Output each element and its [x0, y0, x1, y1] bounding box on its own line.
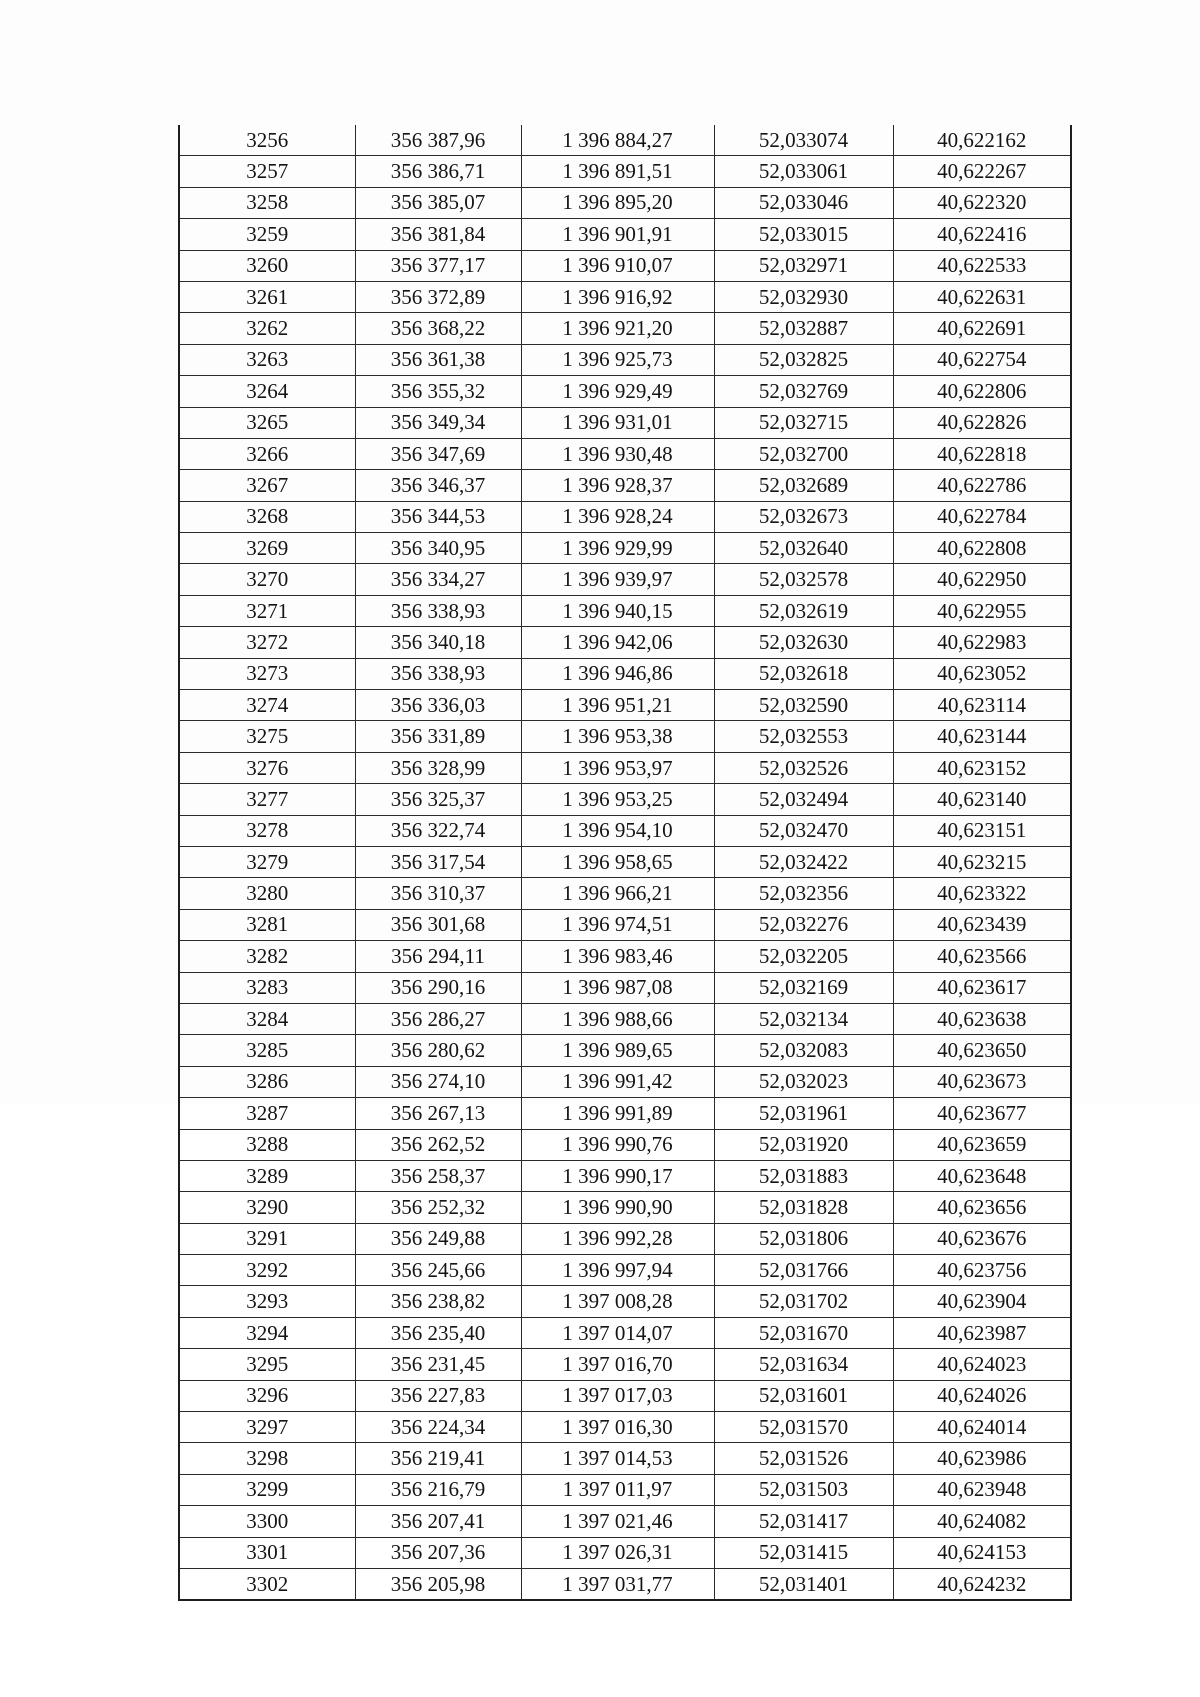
- latitude-cell: 52,031401: [714, 1568, 893, 1600]
- point-number-cell: 3259: [179, 219, 355, 250]
- y-coordinate-cell: 1 396 901,91: [521, 219, 714, 250]
- y-coordinate-cell: 1 396 928,37: [521, 470, 714, 501]
- latitude-cell: 52,031766: [714, 1255, 893, 1286]
- point-number-cell: 3302: [179, 1568, 355, 1600]
- point-number-cell: 3257: [179, 156, 355, 187]
- point-number-cell: 3268: [179, 501, 355, 532]
- table-row: [179, 1349, 1071, 1380]
- point-number-cell: 3267: [179, 470, 355, 501]
- point-number-cell: 3272: [179, 627, 355, 658]
- point-number-cell: 3300: [179, 1506, 355, 1537]
- latitude-cell: 52,032356: [714, 878, 893, 909]
- y-coordinate-cell: 1 396 990,90: [521, 1192, 714, 1223]
- y-coordinate-cell: 1 396 940,15: [521, 595, 714, 626]
- y-coordinate-cell: 1 397 031,77: [521, 1568, 714, 1600]
- y-coordinate-cell: 1 397 016,30: [521, 1412, 714, 1443]
- y-coordinate-cell: 1 397 011,97: [521, 1474, 714, 1505]
- table-row: [179, 1098, 1071, 1129]
- longitude-cell: 40,623904: [893, 1286, 1071, 1317]
- longitude-cell: 40,624153: [893, 1537, 1071, 1568]
- x-coordinate-cell: 356 274,10: [355, 1066, 521, 1097]
- latitude-cell: 52,032083: [714, 1035, 893, 1066]
- point-number-cell: 3292: [179, 1255, 355, 1286]
- table-row: [179, 1223, 1071, 1254]
- x-coordinate-cell: 356 328,99: [355, 752, 521, 783]
- table-row: [179, 690, 1071, 721]
- longitude-cell: 40,623650: [893, 1035, 1071, 1066]
- latitude-cell: 52,031806: [714, 1223, 893, 1254]
- point-number-cell: 3296: [179, 1380, 355, 1411]
- point-number-cell: 3264: [179, 376, 355, 407]
- point-number-cell: 3273: [179, 658, 355, 689]
- x-coordinate-cell: 356 294,11: [355, 941, 521, 972]
- x-coordinate-cell: 356 387,96: [355, 125, 521, 156]
- y-coordinate-cell: 1 396 983,46: [521, 941, 714, 972]
- table-row: [179, 595, 1071, 626]
- table-row: [179, 1066, 1071, 1097]
- latitude-cell: 52,032422: [714, 846, 893, 877]
- latitude-cell: 52,032526: [714, 752, 893, 783]
- table-row: [179, 784, 1071, 815]
- latitude-cell: 52,032971: [714, 250, 893, 281]
- x-coordinate-cell: 356 262,52: [355, 1129, 521, 1160]
- point-number-cell: 3295: [179, 1349, 355, 1380]
- x-coordinate-cell: 356 301,68: [355, 909, 521, 940]
- x-coordinate-cell: 356 245,66: [355, 1255, 521, 1286]
- table-row: [179, 721, 1071, 752]
- y-coordinate-cell: 1 396 974,51: [521, 909, 714, 940]
- table-row: [179, 407, 1071, 438]
- table-row: [179, 1568, 1071, 1600]
- x-coordinate-cell: 356 338,93: [355, 658, 521, 689]
- point-number-cell: 3284: [179, 1003, 355, 1034]
- y-coordinate-cell: 1 397 008,28: [521, 1286, 714, 1317]
- table-row: [179, 972, 1071, 1003]
- y-coordinate-cell: 1 397 026,31: [521, 1537, 714, 1568]
- x-coordinate-cell: 356 224,34: [355, 1412, 521, 1443]
- point-number-cell: 3269: [179, 533, 355, 564]
- table-row: [179, 376, 1071, 407]
- table-row: [179, 1035, 1071, 1066]
- point-number-cell: 3286: [179, 1066, 355, 1097]
- y-coordinate-cell: 1 396 928,24: [521, 501, 714, 532]
- point-number-cell: 3265: [179, 407, 355, 438]
- table-row: [179, 219, 1071, 250]
- table-row: [179, 187, 1071, 218]
- table-row: [179, 438, 1071, 469]
- latitude-cell: 52,033015: [714, 219, 893, 250]
- longitude-cell: 40,623987: [893, 1317, 1071, 1348]
- point-number-cell: 3294: [179, 1317, 355, 1348]
- table-row: [179, 846, 1071, 877]
- table-row: [179, 1474, 1071, 1505]
- latitude-cell: 52,031526: [714, 1443, 893, 1474]
- x-coordinate-cell: 356 207,41: [355, 1506, 521, 1537]
- point-number-cell: 3289: [179, 1160, 355, 1191]
- y-coordinate-cell: 1 397 017,03: [521, 1380, 714, 1411]
- latitude-cell: 52,031503: [714, 1474, 893, 1505]
- y-coordinate-cell: 1 396 997,94: [521, 1255, 714, 1286]
- longitude-cell: 40,623566: [893, 941, 1071, 972]
- y-coordinate-cell: 1 396 942,06: [521, 627, 714, 658]
- table-row: [179, 752, 1071, 783]
- point-number-cell: 3275: [179, 721, 355, 752]
- longitude-cell: 40,622320: [893, 187, 1071, 218]
- point-number-cell: 3297: [179, 1412, 355, 1443]
- x-coordinate-cell: 356 336,03: [355, 690, 521, 721]
- longitude-cell: 40,622754: [893, 344, 1071, 375]
- longitude-cell: 40,622162: [893, 125, 1071, 156]
- point-number-cell: 3261: [179, 281, 355, 312]
- x-coordinate-cell: 356 286,27: [355, 1003, 521, 1034]
- longitude-cell: 40,623756: [893, 1255, 1071, 1286]
- y-coordinate-cell: 1 396 988,66: [521, 1003, 714, 1034]
- longitude-cell: 40,624232: [893, 1568, 1071, 1600]
- x-coordinate-cell: 356 381,84: [355, 219, 521, 250]
- table-row: [179, 1506, 1071, 1537]
- y-coordinate-cell: 1 396 951,21: [521, 690, 714, 721]
- table-row: [179, 501, 1071, 532]
- table-row: [179, 1286, 1071, 1317]
- longitude-cell: 40,623659: [893, 1129, 1071, 1160]
- longitude-cell: 40,624023: [893, 1349, 1071, 1380]
- x-coordinate-cell: 356 219,41: [355, 1443, 521, 1474]
- y-coordinate-cell: 1 396 939,97: [521, 564, 714, 595]
- coordinates-table-body: [179, 125, 1071, 1600]
- latitude-cell: 52,032689: [714, 470, 893, 501]
- longitude-cell: 40,623152: [893, 752, 1071, 783]
- y-coordinate-cell: 1 396 925,73: [521, 344, 714, 375]
- latitude-cell: 52,031883: [714, 1160, 893, 1191]
- y-coordinate-cell: 1 396 990,17: [521, 1160, 714, 1191]
- table-row: [179, 1129, 1071, 1160]
- x-coordinate-cell: 356 334,27: [355, 564, 521, 595]
- longitude-cell: 40,623151: [893, 815, 1071, 846]
- longitude-cell: 40,622631: [893, 281, 1071, 312]
- longitude-cell: 40,623439: [893, 909, 1071, 940]
- latitude-cell: 52,032640: [714, 533, 893, 564]
- latitude-cell: 52,031702: [714, 1286, 893, 1317]
- longitude-cell: 40,622267: [893, 156, 1071, 187]
- y-coordinate-cell: 1 396 966,21: [521, 878, 714, 909]
- point-number-cell: 3256: [179, 125, 355, 156]
- longitude-cell: 40,622533: [893, 250, 1071, 281]
- y-coordinate-cell: 1 397 014,53: [521, 1443, 714, 1474]
- latitude-cell: 52,032494: [714, 784, 893, 815]
- point-number-cell: 3260: [179, 250, 355, 281]
- x-coordinate-cell: 356 231,45: [355, 1349, 521, 1380]
- x-coordinate-cell: 356 340,18: [355, 627, 521, 658]
- table-row: [179, 156, 1071, 187]
- latitude-cell: 52,033061: [714, 156, 893, 187]
- table-row: [179, 627, 1071, 658]
- latitude-cell: 52,032700: [714, 438, 893, 469]
- longitude-cell: 40,623948: [893, 1474, 1071, 1505]
- latitude-cell: 52,032618: [714, 658, 893, 689]
- table-row: [179, 250, 1071, 281]
- latitude-cell: 52,031828: [714, 1192, 893, 1223]
- latitude-cell: 52,032553: [714, 721, 893, 752]
- table-row: [179, 815, 1071, 846]
- latitude-cell: 52,031961: [714, 1098, 893, 1129]
- longitude-cell: 40,623638: [893, 1003, 1071, 1034]
- longitude-cell: 40,622416: [893, 219, 1071, 250]
- latitude-cell: 52,033074: [714, 125, 893, 156]
- x-coordinate-cell: 356 280,62: [355, 1035, 521, 1066]
- y-coordinate-cell: 1 396 891,51: [521, 156, 714, 187]
- latitude-cell: 52,032715: [714, 407, 893, 438]
- point-number-cell: 3290: [179, 1192, 355, 1223]
- y-coordinate-cell: 1 396 989,65: [521, 1035, 714, 1066]
- x-coordinate-cell: 356 368,22: [355, 313, 521, 344]
- longitude-cell: 40,622784: [893, 501, 1071, 532]
- table-row: [179, 941, 1071, 972]
- y-coordinate-cell: 1 396 958,65: [521, 846, 714, 877]
- latitude-cell: 52,031601: [714, 1380, 893, 1411]
- longitude-cell: 40,622983: [893, 627, 1071, 658]
- x-coordinate-cell: 356 235,40: [355, 1317, 521, 1348]
- x-coordinate-cell: 356 377,17: [355, 250, 521, 281]
- y-coordinate-cell: 1 396 910,07: [521, 250, 714, 281]
- table-row: [179, 1443, 1071, 1474]
- latitude-cell: 52,032619: [714, 595, 893, 626]
- point-number-cell: 3278: [179, 815, 355, 846]
- x-coordinate-cell: 356 347,69: [355, 438, 521, 469]
- point-number-cell: 3293: [179, 1286, 355, 1317]
- longitude-cell: 40,623114: [893, 690, 1071, 721]
- y-coordinate-cell: 1 396 946,86: [521, 658, 714, 689]
- x-coordinate-cell: 356 346,37: [355, 470, 521, 501]
- table-row: [179, 658, 1071, 689]
- longitude-cell: 40,622806: [893, 376, 1071, 407]
- x-coordinate-cell: 356 227,83: [355, 1380, 521, 1411]
- y-coordinate-cell: 1 396 954,10: [521, 815, 714, 846]
- point-number-cell: 3301: [179, 1537, 355, 1568]
- x-coordinate-cell: 356 372,89: [355, 281, 521, 312]
- x-coordinate-cell: 356 310,37: [355, 878, 521, 909]
- latitude-cell: 52,032930: [714, 281, 893, 312]
- y-coordinate-cell: 1 397 016,70: [521, 1349, 714, 1380]
- longitude-cell: 40,622691: [893, 313, 1071, 344]
- y-coordinate-cell: 1 397 021,46: [521, 1506, 714, 1537]
- point-number-cell: 3270: [179, 564, 355, 595]
- longitude-cell: 40,623140: [893, 784, 1071, 815]
- point-number-cell: 3282: [179, 941, 355, 972]
- y-coordinate-cell: 1 396 991,42: [521, 1066, 714, 1097]
- point-number-cell: 3288: [179, 1129, 355, 1160]
- longitude-cell: 40,624026: [893, 1380, 1071, 1411]
- x-coordinate-cell: 356 355,32: [355, 376, 521, 407]
- y-coordinate-cell: 1 396 884,27: [521, 125, 714, 156]
- table-row: [179, 470, 1071, 501]
- longitude-cell: 40,623322: [893, 878, 1071, 909]
- latitude-cell: 52,032169: [714, 972, 893, 1003]
- latitude-cell: 52,032673: [714, 501, 893, 532]
- y-coordinate-cell: 1 396 953,97: [521, 752, 714, 783]
- x-coordinate-cell: 356 216,79: [355, 1474, 521, 1505]
- point-number-cell: 3287: [179, 1098, 355, 1129]
- y-coordinate-cell: 1 397 014,07: [521, 1317, 714, 1348]
- x-coordinate-cell: 356 267,13: [355, 1098, 521, 1129]
- latitude-cell: 52,031670: [714, 1317, 893, 1348]
- point-number-cell: 3299: [179, 1474, 355, 1505]
- y-coordinate-cell: 1 396 992,28: [521, 1223, 714, 1254]
- y-coordinate-cell: 1 396 895,20: [521, 187, 714, 218]
- x-coordinate-cell: 356 344,53: [355, 501, 521, 532]
- y-coordinate-cell: 1 396 953,25: [521, 784, 714, 815]
- x-coordinate-cell: 356 322,74: [355, 815, 521, 846]
- point-number-cell: 3274: [179, 690, 355, 721]
- table-row: [179, 1255, 1071, 1286]
- y-coordinate-cell: 1 396 931,01: [521, 407, 714, 438]
- latitude-cell: 52,031415: [714, 1537, 893, 1568]
- latitude-cell: 52,032205: [714, 941, 893, 972]
- table-row: [179, 1380, 1071, 1411]
- longitude-cell: 40,623144: [893, 721, 1071, 752]
- point-number-cell: 3262: [179, 313, 355, 344]
- point-number-cell: 3277: [179, 784, 355, 815]
- x-coordinate-cell: 356 238,82: [355, 1286, 521, 1317]
- longitude-cell: 40,623986: [893, 1443, 1071, 1474]
- latitude-cell: 52,032590: [714, 690, 893, 721]
- table-row: [179, 1160, 1071, 1191]
- table-row: [179, 1537, 1071, 1568]
- latitude-cell: 52,032276: [714, 909, 893, 940]
- longitude-cell: 40,623673: [893, 1066, 1071, 1097]
- y-coordinate-cell: 1 396 929,99: [521, 533, 714, 564]
- point-number-cell: 3276: [179, 752, 355, 783]
- point-number-cell: 3285: [179, 1035, 355, 1066]
- table-row: [179, 125, 1071, 156]
- y-coordinate-cell: 1 396 953,38: [521, 721, 714, 752]
- point-number-cell: 3281: [179, 909, 355, 940]
- table-row: [179, 1192, 1071, 1223]
- x-coordinate-cell: 356 207,36: [355, 1537, 521, 1568]
- x-coordinate-cell: 356 349,34: [355, 407, 521, 438]
- table-row: [179, 878, 1071, 909]
- y-coordinate-cell: 1 396 916,92: [521, 281, 714, 312]
- y-coordinate-cell: 1 396 990,76: [521, 1129, 714, 1160]
- longitude-cell: 40,622955: [893, 595, 1071, 626]
- table-row: [179, 909, 1071, 940]
- x-coordinate-cell: 356 290,16: [355, 972, 521, 1003]
- latitude-cell: 52,032769: [714, 376, 893, 407]
- x-coordinate-cell: 356 249,88: [355, 1223, 521, 1254]
- latitude-cell: 52,031570: [714, 1412, 893, 1443]
- latitude-cell: 52,032470: [714, 815, 893, 846]
- x-coordinate-cell: 356 258,37: [355, 1160, 521, 1191]
- point-number-cell: 3291: [179, 1223, 355, 1254]
- x-coordinate-cell: 356 385,07: [355, 187, 521, 218]
- y-coordinate-cell: 1 396 987,08: [521, 972, 714, 1003]
- longitude-cell: 40,622808: [893, 533, 1071, 564]
- longitude-cell: 40,623676: [893, 1223, 1071, 1254]
- x-coordinate-cell: 356 317,54: [355, 846, 521, 877]
- latitude-cell: 52,032023: [714, 1066, 893, 1097]
- point-number-cell: 3258: [179, 187, 355, 218]
- longitude-cell: 40,623656: [893, 1192, 1071, 1223]
- latitude-cell: 52,032887: [714, 313, 893, 344]
- x-coordinate-cell: 356 338,93: [355, 595, 521, 626]
- longitude-cell: 40,622786: [893, 470, 1071, 501]
- point-number-cell: 3266: [179, 438, 355, 469]
- table-row: [179, 1317, 1071, 1348]
- x-coordinate-cell: 356 340,95: [355, 533, 521, 564]
- longitude-cell: 40,623677: [893, 1098, 1071, 1129]
- longitude-cell: 40,624082: [893, 1506, 1071, 1537]
- table-row: [179, 1412, 1071, 1443]
- coordinates-table: [178, 125, 1072, 1601]
- longitude-cell: 40,623617: [893, 972, 1071, 1003]
- longitude-cell: 40,623215: [893, 846, 1071, 877]
- point-number-cell: 3298: [179, 1443, 355, 1474]
- x-coordinate-cell: 356 386,71: [355, 156, 521, 187]
- x-coordinate-cell: 356 331,89: [355, 721, 521, 752]
- latitude-cell: 52,031417: [714, 1506, 893, 1537]
- x-coordinate-cell: 356 252,32: [355, 1192, 521, 1223]
- point-number-cell: 3263: [179, 344, 355, 375]
- table-row: [179, 1003, 1071, 1034]
- table-row: [179, 281, 1071, 312]
- x-coordinate-cell: 356 205,98: [355, 1568, 521, 1600]
- table-row: [179, 344, 1071, 375]
- latitude-cell: 52,031920: [714, 1129, 893, 1160]
- longitude-cell: 40,622826: [893, 407, 1071, 438]
- longitude-cell: 40,623648: [893, 1160, 1071, 1191]
- latitude-cell: 52,032134: [714, 1003, 893, 1034]
- point-number-cell: 3279: [179, 846, 355, 877]
- point-number-cell: 3283: [179, 972, 355, 1003]
- point-number-cell: 3280: [179, 878, 355, 909]
- point-number-cell: 3271: [179, 595, 355, 626]
- latitude-cell: 52,033046: [714, 187, 893, 218]
- latitude-cell: 52,032825: [714, 344, 893, 375]
- table-row: [179, 564, 1071, 595]
- latitude-cell: 52,032630: [714, 627, 893, 658]
- longitude-cell: 40,624014: [893, 1412, 1071, 1443]
- longitude-cell: 40,622950: [893, 564, 1071, 595]
- x-coordinate-cell: 356 361,38: [355, 344, 521, 375]
- latitude-cell: 52,032578: [714, 564, 893, 595]
- table-row: [179, 533, 1071, 564]
- longitude-cell: 40,622818: [893, 438, 1071, 469]
- table-row: [179, 313, 1071, 344]
- x-coordinate-cell: 356 325,37: [355, 784, 521, 815]
- longitude-cell: 40,623052: [893, 658, 1071, 689]
- y-coordinate-cell: 1 396 921,20: [521, 313, 714, 344]
- y-coordinate-cell: 1 396 991,89: [521, 1098, 714, 1129]
- latitude-cell: 52,031634: [714, 1349, 893, 1380]
- y-coordinate-cell: 1 396 929,49: [521, 376, 714, 407]
- y-coordinate-cell: 1 396 930,48: [521, 438, 714, 469]
